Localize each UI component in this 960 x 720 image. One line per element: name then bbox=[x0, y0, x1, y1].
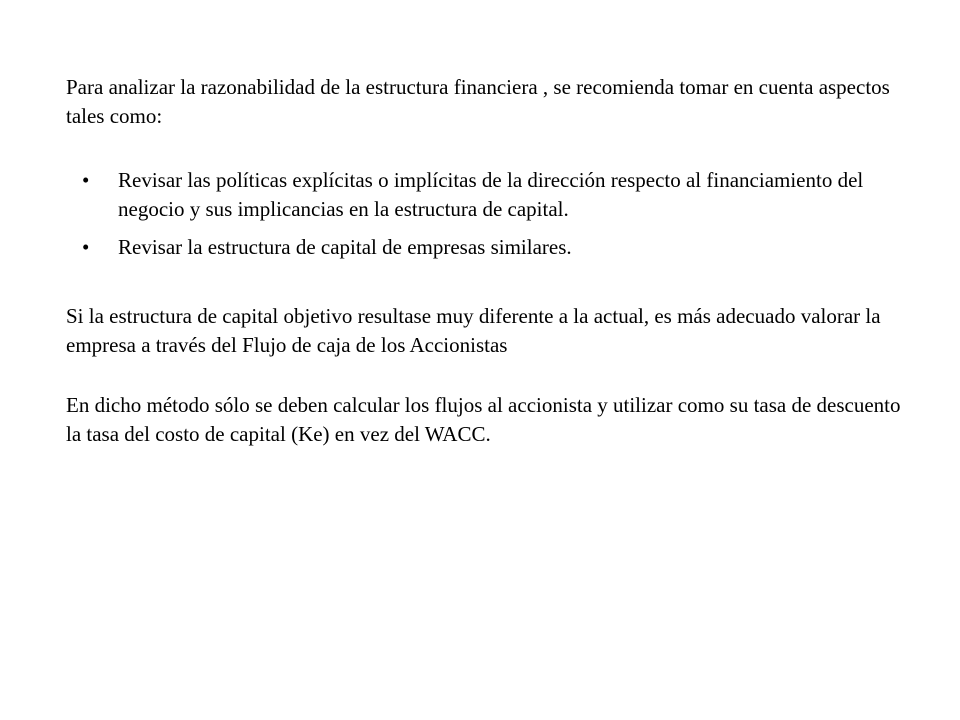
bullet-marker: • bbox=[82, 235, 90, 259]
bullet-item bbox=[66, 233, 916, 262]
bullet-text: Revisar la estructura de capital de empresas similares. bbox=[118, 235, 572, 259]
bullet-list bbox=[66, 166, 916, 271]
bullet-text: Revisar las políticas explícitas o implícitas de la dirección respecto al financiamiento del negocio y sus implicancias en la estructura de capital. bbox=[118, 168, 864, 221]
capital-structure-paragraph: Si la estructura de capital objetivo resultase muy diferente a la actual, es más adecuado valorar la empresa a través del Flujo de caja de los Accionistas bbox=[66, 304, 881, 357]
intro-paragraph: Para analizar la razonabilidad de la estructura financiera , se recomienda tomar en cuenta aspectos tales como: bbox=[66, 75, 890, 128]
bullet-marker: • bbox=[82, 168, 90, 192]
bullet-item bbox=[66, 166, 916, 224]
method-paragraph: En dicho método sólo se deben calcular los flujos al accionista y utilizar como su tasa de descuento la tasa del costo de capital (Ke) en vez del WACC. bbox=[66, 393, 901, 446]
